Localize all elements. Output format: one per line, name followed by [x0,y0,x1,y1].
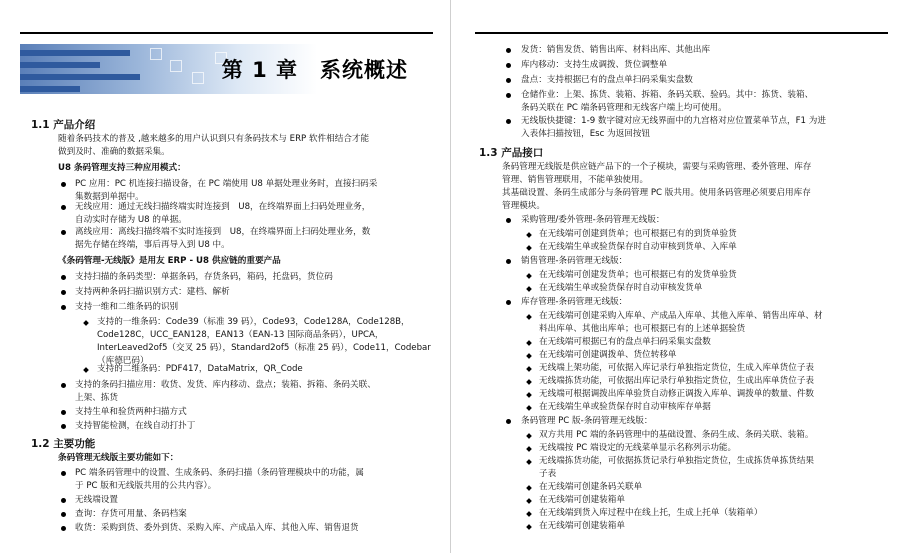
bullet-icon [61,182,66,187]
diamond-bullet-icon [526,392,532,398]
group-pc-title: 条码管理 PC 版-条码管理无线版： [521,416,653,426]
diamond-bullet-icon [526,446,532,452]
diamond-bullet-icon [526,340,532,346]
group-stock-sub-5: 无线端拣货功能，可依据出库记录行单独指定货位，生成出库单货位子表 [539,376,815,386]
subfeature-1-line-3: InterLeaved2of5（交叉 25 码），Standard2of5（标准 25 码），Code11，Codebar [97,343,431,353]
diamond-bullet-icon [526,511,532,517]
diamond-bullet-icon [526,379,532,385]
mode-3-line-1: 离线应用：离线扫描终端不实时连接到 U8，在终端界面上扫码处理业务，数 [75,227,371,237]
group-pc-sub-1: 双方共用 PC 端的条码管理中的基础设置、条码生成、条码关联、装箱。 [539,430,814,440]
group-pc-sub-2: 无线端按 PC 端设定的无线菜单显示名称列示功能。 [539,443,737,453]
group-stock-sub-3: 在无线端可创建调拨单、货位转移单 [539,350,677,360]
bullet-icon [61,498,66,503]
diamond-bullet-icon [526,245,532,251]
subfeature-2: 支持的二维条码：PDF417，DataMatrix，QR_Code [97,364,303,374]
mode-2-line-1: 无线应用：通过无线扫描终端实时连接到 U8，在终端界面上扫码处理业务， [75,202,371,212]
item-inventory: 盘点：支持根据已有的盘点单扫码采集实盘数 [521,75,693,85]
bullet-icon [61,275,66,280]
group-stock-title: 库存管理-条码管理无线版： [521,297,628,307]
feature-4-line-1: 支持的条码扫描应用：收货、发货、库内移动、盘点；装箱、拆箱、条码关联、 [75,380,376,390]
group-pc-sub-3-line-1: 无线端拣货功能，可依据拣货记录行单独指定货位，生成拣货单拣货结果 [539,456,815,466]
intro-line-2: 做到及时、准确的数据采集。 [58,147,170,157]
diamond-bullet-icon [526,524,532,530]
group-purchase-sub-2: 在无线端生单或验货保存时自动审核到货单、入库单 [539,242,737,252]
bullet-icon [506,48,511,53]
section-heading-1-2: 1.2 主要功能 [31,438,96,450]
left-page [0,0,447,553]
bullet-icon [506,419,511,424]
bullet-icon [61,205,66,210]
item-warehouse-line-2: 条码关联在 PC 端条码管理和无线客户端上均可使用。 [521,103,727,113]
group-pc-sub-5: 在无线端可创建装箱单 [539,495,625,505]
functions-title: 条码管理无线版主要功能如下： [58,453,179,463]
group-pc-sub-6: 在无线端到货入库过程中在线上托，生成上托单（装箱单） [539,508,763,518]
diamond-bullet-icon [526,485,532,491]
modes-title: U8 条码管理支持三种应用模式： [58,163,186,173]
bullet-icon [506,300,511,305]
chapter-title: 第 1 章 系统概述 [221,58,408,82]
bullet-icon [61,230,66,235]
header-rule [20,32,433,34]
group-pc-sub-7: 在无线端可创建装箱单 [539,521,625,531]
interface-para-1-line-1: 条码管理无线版是供应链产品下的一个子模块，需要与采购管理、委外管理、库存 [502,162,812,172]
mode-3-line-2: 据先存储在终端，事后再导入到 U8 中。 [75,240,230,250]
section-heading-1-1: 1.1 产品介绍 [31,119,96,131]
diamond-bullet-icon [526,405,532,411]
product-title: 《条码管理-无线版》是用友 ERP - U8 供应链的重要产品 [58,256,281,266]
diamond-bullet-icon [526,232,532,238]
interface-para-2-line-1: 其基础设置、条码生成部分与条码管理 PC 版共用。使用条码管理必须要启用库存 [502,188,811,198]
bullet-icon [61,290,66,295]
function-2: 无线端设置 [75,495,118,505]
diamond-bullet-icon [83,320,89,326]
bullet-icon [506,63,511,68]
mode-2-line-2: 自动实时存储为 U8 的单据。 [75,215,187,225]
interface-para-1-line-2: 管理、销售管理联用，不能单独使用。 [502,175,649,185]
bullet-icon [61,410,66,415]
diamond-bullet-icon [526,498,532,504]
group-sales-sub-1: 在无线端可创建发货单；也可根据已有的发货单验货 [539,270,737,280]
bullet-icon [506,218,511,223]
group-stock-sub-1-line-1: 在无线端可创建采购入库单、产成品入库单、其他入库单、销售出库单、材 [539,311,823,321]
group-sales-sub-2: 在无线端生单或验货保存时自动审核发货单 [539,283,703,293]
page-gutter [447,0,455,553]
item-shortcut-line-1: 无线版快捷键：1-9 数字键对应无线界面中的九宫格对应位置菜单节点，F1 为进 [521,116,826,126]
diamond-bullet-icon [83,367,89,373]
group-pc-sub-4: 在无线端可创建条码关联单 [539,482,643,492]
bullet-icon [61,305,66,310]
header-rule [475,32,888,34]
group-purchase-title: 采购管理/委外管理-条码管理无线版： [521,215,665,225]
feature-6: 支持智能检测，在线自动打扑丁 [75,421,196,431]
diamond-bullet-icon [526,314,532,320]
diamond-bullet-icon [526,286,532,292]
item-transfer: 库内移动：支持生成调拨、货位调整单 [521,60,668,70]
bullet-icon [506,93,511,98]
subfeature-1-line-1: 支持的一维条码：Code39（标准 39 码），Code93，Code128A，Code128B， [97,317,410,327]
right-page [455,0,902,553]
bullet-icon [61,471,66,476]
subfeature-1-line-4: （库德巴码） [97,356,149,366]
group-stock-sub-7: 在无线端生单或验货保存时自动审核库存单据 [539,402,711,412]
bullet-icon [506,259,511,264]
mode-1-line-2: 集数据到单据中。 [75,192,144,202]
feature-5: 支持生单和验货两种扫描方式 [75,407,187,417]
bullet-icon [506,119,511,124]
subfeature-1-line-2: Code128C，UCC_EAN128，EAN13（EAN-13 国际商品条码），UPCA， [97,330,384,340]
bullet-icon [61,424,66,429]
diamond-bullet-icon [526,353,532,359]
chapter-banner [20,44,416,94]
section-heading-1-3: 1.3 产品接口 [479,147,544,159]
feature-3: 支持一维和二维条码的识别 [75,302,179,312]
feature-4-line-2: 上架、拣货 [75,393,118,403]
intro-line-1: 随着条码技术的普及 ,越来越多的用户认识到只有条码技术与 ERP 软件相结合才能 [58,134,370,144]
bullet-icon [61,526,66,531]
group-purchase-sub-1: 在无线端可创建到货单；也可根据已有的到货单验货 [539,229,737,239]
feature-1: 支持扫描的条码类型：单据条码，存货条码，箱码，托盘码，货位码 [75,272,333,282]
item-shortcut-line-2: 入表体扫描按钮，Esc 为返回按钮 [521,129,651,139]
function-1-line-2: 于 PC 版和无线版共用的公共内容）。 [75,481,217,491]
group-stock-sub-6: 无线端可根据调拨出库单验货自动修正调拨入库单、调拨单的数量、件数 [539,389,815,399]
item-warehouse-line-1: 仓储作业：上架、拣货、装箱、拆箱、条码关联、验码。其中：拣货、装箱、 [521,90,814,100]
group-pc-sub-3-line-2: 子表 [539,469,557,479]
diamond-bullet-icon [526,433,532,439]
group-stock-sub-4: 无线端上架功能，可依据入库记录行单独指定货位，生成入库单货位子表 [539,363,815,373]
interface-para-2-line-2: 管理模块。 [502,201,545,211]
diamond-bullet-icon [526,459,532,465]
bullet-icon [61,383,66,388]
group-sales-title: 销售管理-条码管理无线版： [521,256,628,266]
bullet-icon [61,512,66,517]
diamond-bullet-icon [526,366,532,372]
item-delivery: 发货：销售发货、销售出库、材料出库、其他出库 [521,45,711,55]
feature-2: 支持两种条码扫描识别方式：建档、解析 [75,287,230,297]
group-stock-sub-1-line-2: 料出库单、其他出库单；也可根据已有的上述单据验货 [539,324,746,334]
bullet-icon [506,78,511,83]
group-stock-sub-2: 在无线端可根据已有的盘点单扫码采集实盘数 [539,337,711,347]
mode-1-line-1: PC 应用：PC 机连接扫描设备，在 PC 端使用 U8 单据处理业务时，直接扫码采 [75,179,378,189]
function-3: 查询：存货可用量、条码档案 [75,509,187,519]
diamond-bullet-icon [526,273,532,279]
function-4: 收货：采购到货、委外到货、采购入库、产成品入库、其他入库、销售退货 [75,523,359,533]
function-1-line-1: PC 端条码管理中的设置、生成条码、条码扫描（条码管理模块中的功能，属 [75,468,364,478]
